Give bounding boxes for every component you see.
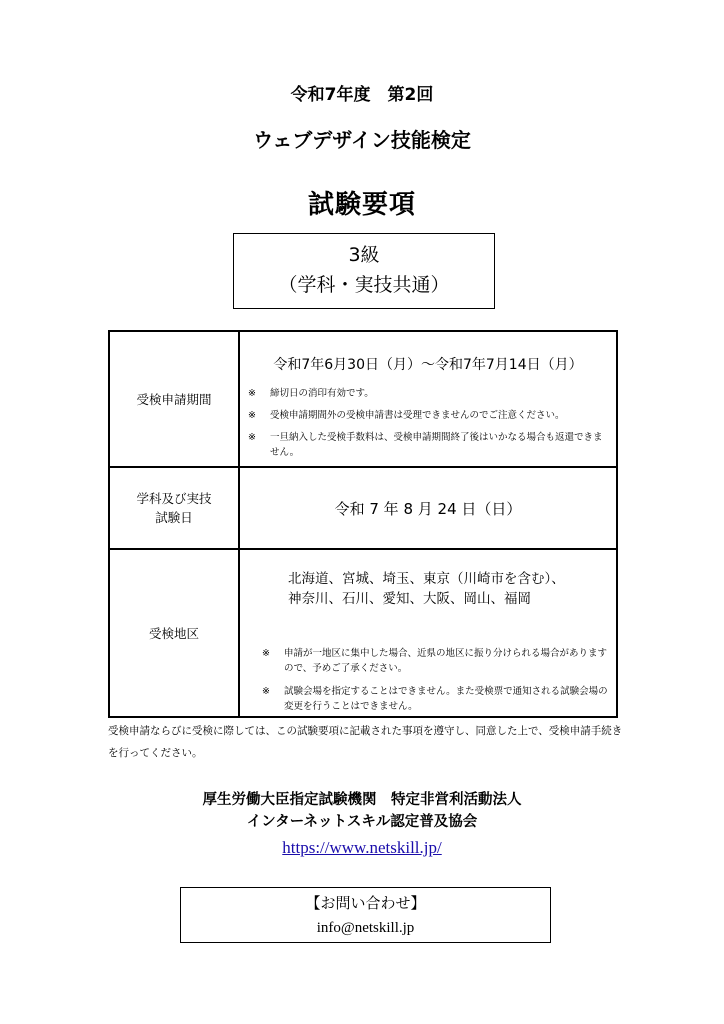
exam-region-label: 受検地区: [110, 550, 240, 716]
contact-box: [180, 887, 551, 943]
note-text: 受検申請期間外の受検申請書は受理できませんのでご注意ください。: [270, 410, 565, 421]
note-text: 一旦納入した受検手数料は、受検申請期間終了後はいかなる場合も返還できません。: [270, 432, 603, 458]
exam-date-label-line2: 試験日: [155, 510, 193, 525]
application-period-label: 受検申請期間: [110, 332, 240, 466]
region-note: [248, 646, 608, 676]
application-note: [248, 430, 608, 460]
document-title: 試験要項: [307, 190, 416, 220]
note-text: 試験会場を指定することはできません。また受検票で通知される試験会場の変更を行うことはできません。: [284, 686, 608, 712]
organization-line1: 厚生労働大臣指定試験機関 特定非営利活動法人: [202, 792, 522, 808]
note-mark: ※: [262, 686, 270, 697]
footer-note: 受検申請ならびに受検に際しては、この試験要項に記載された事項を遵守し、同意した上で、受検申請手続きを行ってください。: [108, 725, 623, 759]
exam-date-row: [110, 468, 616, 550]
application-period-value: 令和7年6月30日（月）～令和7年7月14日（月）: [273, 357, 583, 373]
grade-scope: （学科・実技共通）: [278, 274, 450, 296]
exam-region-row: [110, 550, 616, 716]
note-text: 締切日の消印有効です。: [270, 388, 374, 399]
note-mark: ※: [262, 648, 270, 659]
note-mark: ※: [248, 388, 256, 399]
website-link[interactable]: https://www.netskill.jp/: [282, 838, 442, 857]
contact-email[interactable]: info@netskill.jp: [316, 920, 415, 936]
exam-date-label: [110, 468, 240, 548]
region-list: [248, 569, 608, 609]
exam-title: ウェブデザイン技能検定: [253, 128, 471, 152]
application-period-content: [240, 332, 616, 466]
region-note: [248, 684, 608, 714]
note-mark: ※: [248, 432, 256, 443]
application-period-row: [110, 332, 616, 468]
year-title: 令和7年度 第2回: [290, 85, 434, 105]
organization-name: インターネットスキル認定普及協会: [246, 814, 478, 830]
grade-label: 3級: [348, 244, 380, 266]
region-list-line2: 神奈川、石川、愛知、大阪、岡山、福岡: [288, 591, 531, 607]
exam-date-value: 令和 7 年 8 月 24 日（日）: [334, 499, 522, 518]
application-note: [248, 386, 608, 401]
application-note: [248, 408, 608, 423]
exam-date-label-line1: 学科及び実技: [136, 491, 212, 506]
contact-heading: 【お問い合わせ】: [305, 896, 426, 912]
region-list-line1: 北海道、宮城、埼玉、東京（川崎市を含む）、: [288, 571, 565, 587]
exam-info-table: [108, 330, 618, 718]
exam-region-content: [240, 550, 616, 716]
note-text: 申請が一地区に集中した場合、近県の地区に振り分けられる場合がありますので、予めご了承ください。: [284, 648, 608, 674]
grade-box: [233, 233, 495, 309]
note-mark: ※: [248, 410, 256, 421]
exam-date-content: [240, 468, 616, 548]
